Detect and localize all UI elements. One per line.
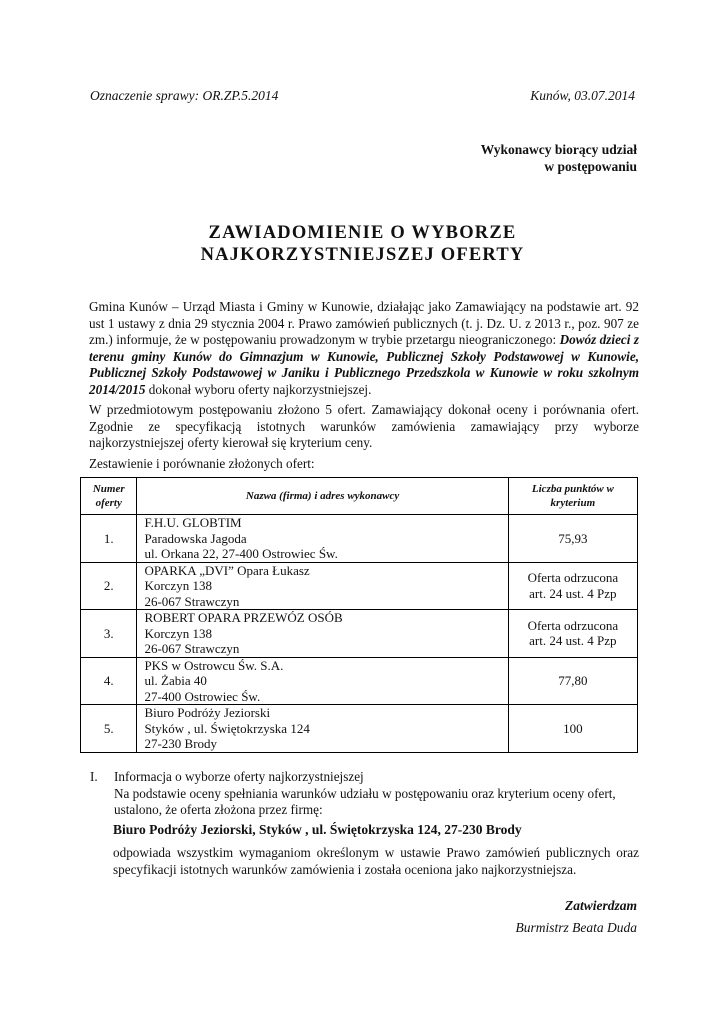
table-row — [81, 562, 638, 610]
header-number-line-2: oferty — [95, 497, 122, 509]
score-line-2: art. 24 ust. 4 Pzp — [529, 633, 617, 649]
contractor-address-1: Korczyn 138 — [144, 578, 212, 593]
section-content — [114, 769, 639, 819]
section-number: I. — [90, 769, 98, 784]
row-score — [508, 610, 637, 658]
recipient-block — [481, 141, 637, 175]
score-line-1: Oferta odrzucona — [527, 617, 619, 633]
contractor-address-1: Styków , ul. Świętokrzyska 124 — [144, 720, 310, 736]
row-contractor — [137, 657, 508, 705]
contractor-name: ROBERT OPARA PRZEWÓZ OSÓB — [144, 610, 343, 625]
row-number: 4. — [81, 657, 137, 705]
header-number-line-1: Numer — [92, 483, 125, 495]
section-text: Na podstawie oceny spełniania warunków udziału w postępowaniu oraz kryterium oceny ofert, ustalono, że oferta złożona przez firmę: — [114, 785, 616, 818]
recipient-line-1: Wykonawcy biorący udział — [480, 142, 637, 157]
score-line-1: 77,80 — [558, 673, 588, 688]
contractor-name: PKS w Ostrowcu Św. S.A. — [144, 657, 284, 673]
selected-firm: Biuro Podróży Jeziorski, Styków , ul. Świętokrzyska 124, 27-230 Brody — [113, 822, 522, 837]
contractor-address-2: 26-067 Strawczyn — [144, 593, 240, 609]
case-reference: Oznaczenie sprawy: OR.ZP.5.2014 — [90, 88, 279, 103]
signer-name: Burmistrz Beata Duda — [515, 920, 637, 935]
contractor-name: OPARKA „DVI” Opara Łukasz — [144, 562, 310, 578]
header-offer-number — [81, 478, 137, 515]
score-line-1: 75,93 — [558, 530, 588, 546]
row-score — [508, 657, 637, 705]
table-row — [81, 515, 638, 563]
score-line-1: 100 — [563, 720, 583, 736]
row-number: 2. — [81, 562, 137, 610]
offers-table — [80, 477, 638, 753]
row-contractor — [137, 562, 508, 610]
contract-subject: Dowóz dzieci z terenu gminy Kunów do Gimnazjum w Kunowie, Publicznej Szkoły Podstawowej w Kunowie, Publicznej Szkoły Podstawowej w Janiku i Publicznego Przedszkola w Kunowie w roku szkolnym 2014/2015 — [89, 332, 640, 397]
score-line-1: Oferta odrzucona — [527, 570, 619, 586]
score-line-2: art. 24 ust. 4 Pzp — [529, 585, 617, 601]
table-row — [81, 705, 638, 753]
contractor-name: Biuro Podróży Jeziorski — [144, 705, 271, 720]
contractor-address-1: ul. Żabia 40 — [144, 673, 207, 688]
contractor-address-2: ul. Orkana 22, 27-400 Ostrowiec Św. — [144, 546, 338, 561]
row-contractor — [137, 515, 508, 563]
intro-paragraph — [89, 299, 639, 399]
row-number: 3. — [81, 610, 137, 658]
row-score — [508, 705, 637, 753]
row-number: 1. — [81, 515, 137, 563]
document-title — [0, 222, 725, 266]
recipient-line-2: w postępowaniu — [544, 159, 637, 174]
row-number: 5. — [81, 705, 137, 753]
header-points-line-1: Liczba punktów w — [531, 483, 614, 495]
intro-text: Gmina Kunów – Urząd Miasta i Gminy w Kunowie, działając jako Zamawiający na podstawie art. 92 ust 1 ustawy z dnia 29 stycznia 2004 r. Prawo zamówień publicznych (t. j. Dz. U. z 2013 r., poz. 907 ze zm.) informuje, że w postępowaniu prowadzonym w trybie przetargu nieograniczonego: — [89, 299, 639, 348]
contractor-address-2: 26-067 Strawczyn — [144, 641, 240, 656]
table-intro: Zestawienie i porównanie złożonych ofert: — [89, 456, 315, 471]
contractor-name: F.H.U. GLOBTIM — [144, 515, 242, 530]
row-contractor — [137, 705, 508, 753]
header-points — [508, 478, 637, 515]
row-score — [508, 515, 637, 563]
contractor-address-2: 27-230 Brody — [144, 736, 218, 751]
title-line-2: NAJKORZYSTNIEJSZEJ OFERTY — [200, 245, 525, 265]
place-date: Kunów, 03.07.2014 — [530, 88, 635, 103]
contractor-address-1: Paradowska Jagoda — [144, 530, 247, 546]
conclusion-paragraph: odpowiada wszystkim wymaganiom określonym w ustawie Prawo zamówień publicznych oraz specyfikacji istotnych warunków zamówienia i została oceniona jako najkorzystniejsza. — [113, 845, 639, 877]
table-header-row — [81, 478, 638, 515]
row-contractor — [137, 610, 508, 658]
row-score — [508, 562, 637, 610]
table-row — [81, 610, 638, 658]
contractor-address-2: 27-400 Ostrowiec Św. — [144, 688, 261, 704]
header-contractor: Nazwa (firma) i adres wykonawcy — [137, 478, 508, 515]
offers-summary-paragraph: W przedmiotowym postępowaniu złożono 5 ofert. Zamawiający dokonał oceny i porównania ofert. Zgodnie ze specyfikacją istotnych warunków zamówienia zamawiający przy wyborze najkorzystniejszej oferty kierował się kryterium ceny. — [89, 402, 639, 451]
table-row — [81, 657, 638, 705]
intro-tail: dokonał wyboru oferty najkorzystniejszej. — [145, 381, 372, 397]
section-heading: Informacja o wyborze oferty najkorzystniejszej — [114, 769, 364, 784]
approval-label: Zatwierdzam — [564, 898, 637, 913]
header-points-line-2: kryterium — [550, 497, 596, 509]
title-line-1: ZAWIADOMIENIE O WYBORZE — [208, 223, 517, 243]
contractor-address-1: Korczyn 138 — [144, 625, 212, 641]
